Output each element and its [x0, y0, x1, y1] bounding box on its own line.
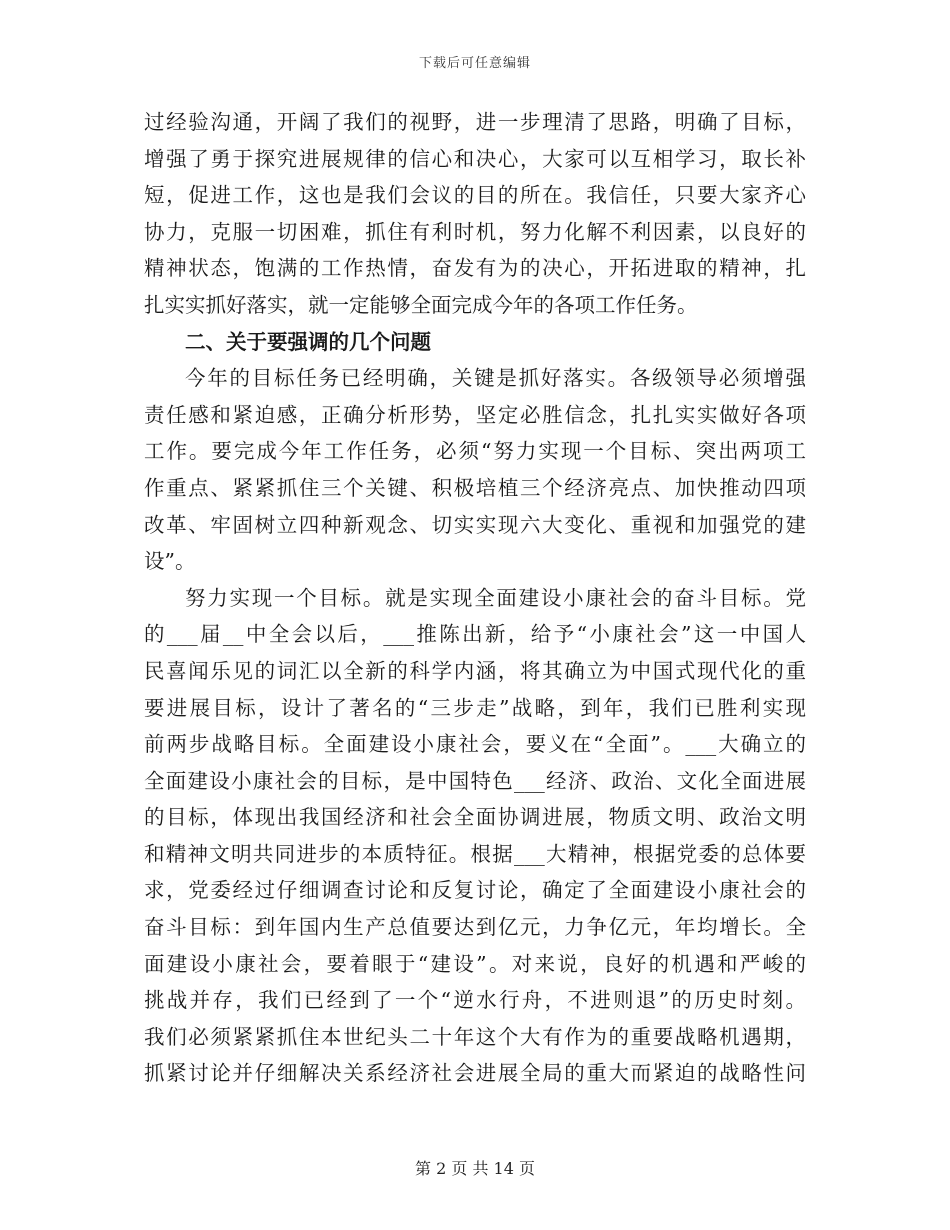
text-line: 奋斗目标：到年国内生产总值要达到亿元，力争亿元，年均增长。全 — [144, 915, 806, 940]
page-header: 下载后可任意编辑 — [418, 56, 531, 71]
text-line: 的___届__中全会以后，___推陈出新，给予“小康社会”这一中国人 — [144, 622, 806, 647]
text-line: 民喜闻乐见的词汇以全新的科学内涵，将其确立为中国式现代化的重 — [144, 658, 806, 683]
text-line: 短，促进工作，这也是我们会议的目的所在。我信任，只要大家齐心 — [144, 183, 806, 208]
text-line: 过经验沟通，开阔了我们的视野，进一步理清了思路，明确了目标， — [144, 110, 806, 134]
text-line: 工作。要完成今年工作任务，必须“努力实现一个目标、突出两项工 — [144, 439, 806, 464]
document-body — [144, 104, 806, 1092]
text-line: 改革、牢固树立四种新观念、切实实现六大变化、重视和加强党的建 — [144, 512, 806, 537]
page-number-footer: 第 2 页 共 14 页 — [415, 1159, 535, 1178]
text-line: 我们必须紧紧抓住本世纪头二十年这个大有作为的重要战略机遇期， — [144, 1024, 806, 1049]
text-line: 责任感和紧迫感，正确分析形势，坚定必胜信念，扎扎实实做好各项 — [144, 402, 806, 427]
section-heading: 二、关于要强调的几个问题 — [185, 329, 431, 354]
text-line: 精神状态，饱满的工作热情，奋发有为的决心，开拓进取的精神，扎 — [144, 256, 806, 281]
text-line: 面建设小康社会，要着眼于“建设”。对来说，良好的机遇和严峻的 — [144, 951, 806, 976]
text-line: 要进展目标，设计了著名的“三步走”战略，到年，我们已胜利实现 — [144, 695, 806, 720]
text-line: 努力实现一个目标。就是实现全面建设小康社会的奋斗目标。党 — [185, 585, 806, 610]
text-line: 扎实实抓好落实，就一定能够全面完成今年的各项工作任务。 — [144, 292, 698, 317]
text-line: 全面建设小康社会的目标，是中国特色___经济、政治、文化全面进展 — [144, 768, 806, 793]
text-line: 设”。 — [144, 549, 196, 574]
text-line: 协力，克服一切困难，抓住有利时机，努力化解不利因素，以良好的 — [144, 219, 806, 244]
text-line: 求，党委经过仔细调查讨论和反复讨论，确定了全面建设小康社会的 — [144, 878, 806, 903]
text-line: 增强了勇于探究进展规律的信心和决心，大家可以互相学习，取长补 — [144, 146, 806, 171]
text-line: 挑战并存，我们已经到了一个“逆水行舟，不进则退”的历史时刻。 — [144, 988, 806, 1013]
text-line: 的目标，体现出我国经济和社会全面协调进展，物质文明、政治文明 — [144, 805, 806, 830]
text-line: 前两步战略目标。全面建设小康社会，要义在“全面”。___大确立的 — [144, 732, 806, 757]
text-line: 作重点、紧紧抓住三个关键、积极培植三个经济亮点、加快推动四项 — [144, 475, 806, 500]
text-line: 和精神文明共同进步的本质特征。根据___大精神，根据党委的总体要 — [144, 841, 806, 866]
text-line: 抓紧讨论并仔细解决关系经济社会进展全局的重大而紧迫的战略性问 — [144, 1061, 806, 1086]
text-line: 今年的目标任务已经明确，关键是抓好落实。各级领导必须增强 — [185, 366, 806, 391]
